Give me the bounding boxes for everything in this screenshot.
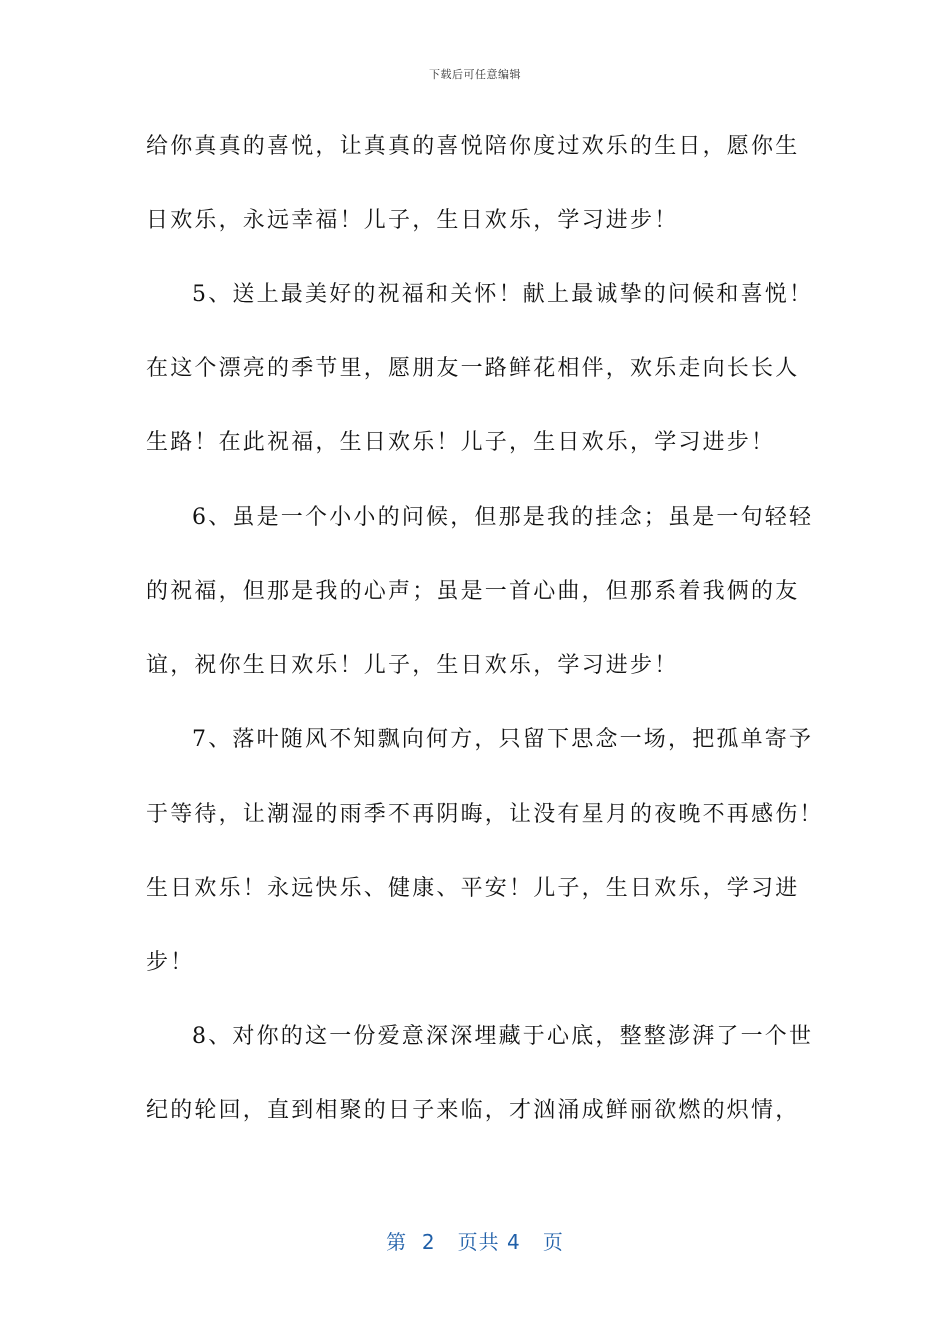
text-line: 于等待，让潮湿的雨季不再阴晦，让没有星月的夜晚不再感伤！ bbox=[146, 802, 824, 827]
page-header: 下载后可任意编辑 bbox=[429, 68, 521, 81]
text-line: 步！ bbox=[146, 950, 195, 975]
paragraph-8-start: 8、对你的这一份爱意深深埋藏于心底，整整澎湃了一个世 bbox=[192, 1024, 814, 1049]
paragraph-5-start: 5、送上最美好的祝福和关怀！献上最诚挚的问候和喜悦！ bbox=[192, 282, 814, 307]
text-line: 谊，祝你生日欢乐！儿子，生日欢乐，学习进步！ bbox=[146, 653, 679, 678]
text-line: 的祝福，但那是我的心声；虽是一首心曲，但那系着我俩的友 bbox=[146, 579, 800, 604]
text-line: 日欢乐，永远幸福！儿子，生日欢乐，学习进步！ bbox=[146, 208, 679, 233]
paragraph-6-start: 6、虽是一个小小的问候，但那是我的挂念；虽是一句轻轻 bbox=[192, 505, 814, 530]
text-line: 给你真真的喜悦，让真真的喜悦陪你度过欢乐的生日，愿你生 bbox=[146, 134, 800, 159]
text-line: 在这个漂亮的季节里，愿朋友一路鲜花相伴，欢乐走向长长人 bbox=[146, 356, 800, 381]
paragraph-7-start: 7、落叶随风不知飘向何方，只留下思念一场，把孤单寄予 bbox=[192, 727, 814, 752]
page-number-footer: 第 2 页共 4 页 bbox=[386, 1230, 564, 1254]
text-line: 生路！在此祝福，生日欢乐！儿子，生日欢乐，学习进步！ bbox=[146, 430, 776, 455]
text-line: 生日欢乐！永远快乐、健康、平安！儿子，生日欢乐，学习进 bbox=[146, 876, 800, 901]
text-line: 纪的轮回，直到相聚的日子来临，才汹涌成鲜丽欲燃的炽情， bbox=[146, 1098, 800, 1123]
